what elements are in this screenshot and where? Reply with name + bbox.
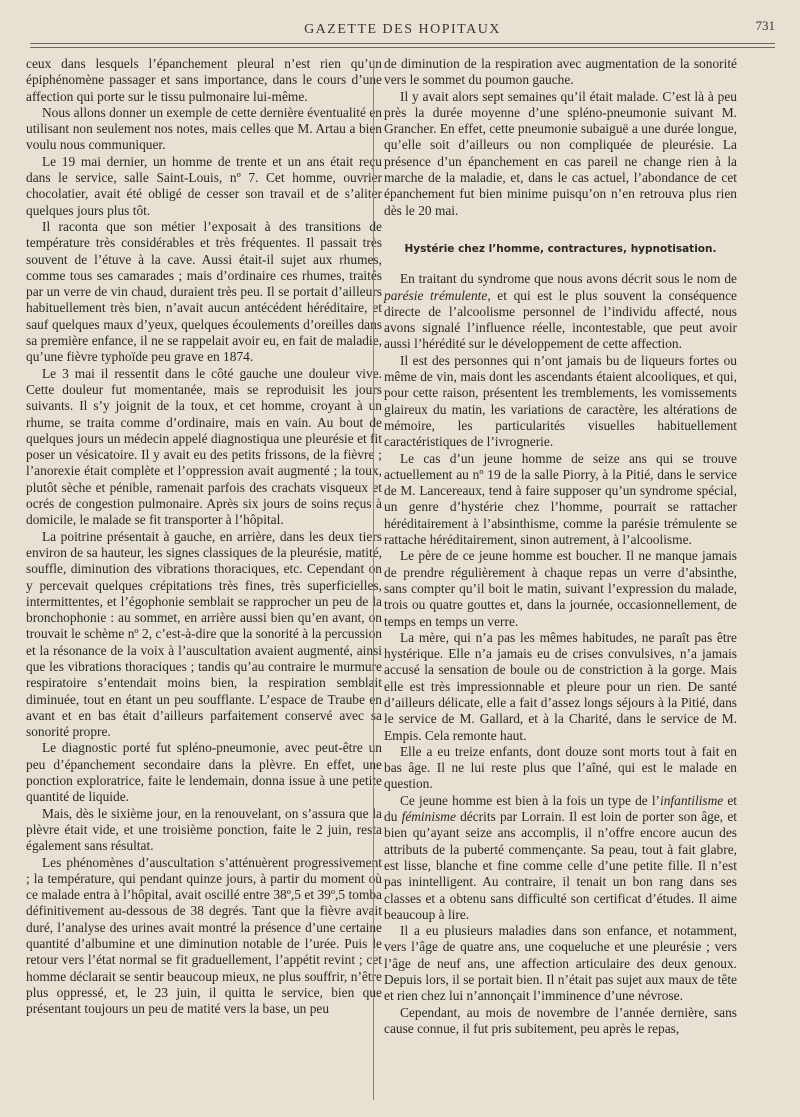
paragraph: Le 19 mai dernier, un homme de trente et un ans était reçu dans le service, salle Saint-Louis, nº 7. Cet homme, ouvrier chocolatier, avait été obligé de cesser son travail et de s’aliter quelques jours plus tôt. [26,153,382,218]
header-rule-double [30,47,775,48]
italic-term: infantilisme [660,792,724,808]
paragraph [384,271,737,352]
paragraph: Il est des personnes qui n’ont jamais bu de liqueurs fortes ou même de vin, mais dont les ascendants étaient alcooliques, et qui, pour cette raison, présentent les tremblements, les vomissements glaireux du matin, les variations de caractère, les altérations de mémoire, les particularités visuelles habituellement caractéristiques de l’ivrognerie. [384,352,737,450]
section-heading: Hystérie chez l’homme, contractures, hypnotisation. [404,242,717,255]
paragraph: Il a eu plusieurs maladies dans son enfance, et notamment, vers l’âge de quatre ans, une coqueluche et une pleurésie ; vers l’âge de neuf ans, une affection articulaire des deux genoux. Depuis lors, il se portait bien. Il n’était pas sujet aux maux de tête et rien chez lui n’annonçait l’imminence d’une névrose. [384,923,737,1004]
text-run: décrits par Lorrain. Il est loin de porter son âge, et bien qu’ayant seize ans accomplis, il n’offre encore aucun des attributs de la puberté commençante. Sa peau, tout à fait glabre, est lisse, blanche et fine comme celle d’une petite fille. Il n’est pas inintelligent. Au contraire, il tenait un bon rang dans ses classes et a obtenu sans difficulté son certificat d’études. Il aime beaucoup à lire. [384,809,737,922]
text-run: Ce jeune homme est bien à la fois un type de l’ [400,792,660,808]
paragraph: Les phénomènes d’auscultation s’atténuèrent progressivement ; la température, qui pendant quinze jours, à partir du moment où ce malade entra à l’hôpital, avait oscillé entre 38º,5 et 39º,5 tomba définitivement au-dessous de 38 degrés. Tant que la fièvre avait duré, l’analyse des urines avait montré la présence d’une certaine quantité d’albumine et une diminution notable de l’urée. Puis le retour vers l’état normal se fit graduellement, l’appétit revint ; cet homme déclarait se sentir beaucoup mieux, ne plus souffrir, n’être plus oppressé, et, le 23 juin, il quitta le service, bien que présentant toujours un peu de matité vers la base, un peu [26,854,382,1017]
paragraph: Il y avait alors sept semaines qu’il était malade. C’est là à peu près la durée moyenne d’une spléno-pneumonie suivant M. Grancher. En effet, cette pneumonie subaiguë a une durée longue, qu’elle soit d’ailleurs ou non compliquée de pleurésie. La présence d’un épanchement en cas pareil ne change rien à la marche de la maladie, et, dans le cas actuel, l’abondance de cet épanchement fut bien minime puisqu’on n’en retrouva plus rien dès le 20 mai. [384,88,737,218]
right-column [384,56,737,1037]
paragraph [384,793,737,923]
text-run: et du [384,792,737,825]
italic-term: féminisme [401,809,456,825]
left-column [26,56,382,1018]
page-number: 731 [755,18,775,33]
paragraph: Le père de ce jeune homme est boucher. Il ne manque jamais de prendre régulièrement à chaque repas un verre d’absinthe, sans compter qu’il boit le matin, suivant l’expression du malade, trois ou quatre gouttes et, dans la journée, occasionnellement, de temps en temps un verre. [384,548,737,629]
italic-term: parésie trémulente [384,287,488,303]
paragraph: Nous allons donner un exemple de cette dernière éventualité en utilisant non seulement nos notes, mais celles que M. Artau a bien voulu nous communiquer. [26,104,382,153]
text-run: , et qui est le plus souvent la conséquence directe de l’alcoolisme personnel de l’individu affecté, nous avons signalé l’influence réelle, incontestable, que peut avoir aussi l’hérédité sur le développement de cette affection. [384,287,737,352]
paragraph: La poitrine présentait à gauche, en arrière, dans les deux tiers environ de sa hauteur, les signes classiques de la pleurésie, matité, souffle, diminution des vibrations thoraciques, etc. Cependant on y percevait quelques crépitations très fines, très superficielles, intermittentes, et l’égophonie semblait se rapprocher un peu de la bronchophonie : au sommet, en arrière aussi bien qu’en avant, on trouvait le schème nº 2, c’est-à-dire que la sonorité à la percussion et la résonance de la voix à l’auscultation avaient augmenté, ainsi que les vibrations thoraciques ; tandis qu’au contraire le murmure respiratoire s’entendait moins bien, la respiration semblait diminuée, tout en étant un peu soufflante. L’espace de Traube en avant et en bas était d’ailleurs parfaitement conservé avec sa sonorité propre. [26,528,382,740]
header-rule [30,43,775,44]
paragraph: de diminution de la respiration avec augmentation de la sonorité vers le sommet du poumon gauche. [384,56,737,88]
paragraph: Elle a eu treize enfants, dont douze sont morts tout à fait en bas âge. Il ne lui reste plus que l’aîné, qui est le malade en question. [384,743,737,792]
paragraph: Le 3 mai il ressentit dans le côté gauche une douleur vive. Cette douleur fut momentanée, mais se reproduisit les jours suivants. Il s’y joignit de la toux, et cet homme, croyant à un rhume, se traita comme d’ordinaire, mais en vain. Au bout de quelques jours un médecin appelé diagnostiqua une pleurésie et fit poser un vésicatoire. Il y avait eu des petits frissons, de la fièvre ; l’anorexie était complète et l’oppression avait augmenté ; la toux, plutôt sèche et pénible, ramenait parfois des crachats visqueux et ocrés de congestion pulmonaire. Après six jours de soins reçus à domicile, le malade se fit transporter à l’hôpital. [26,365,382,528]
column-divider [373,60,374,1100]
running-title: GAZETTE DES HOPITAUX [304,22,501,37]
paragraph: Le diagnostic porté fut spléno-pneumonie, avec peut-être un peu d’épanchement secondaire dans la plèvre. En effet, une ponction exploratrice, faite le lendemain, donna issue à une petite quantité de liquide. [26,740,382,805]
paragraph: La mère, qui n’a pas les mêmes habitudes, ne paraît pas être hystérique. Elle n’a jamais eu de crises convulsives, n’a jamais accusé la sensation de boule ou de constriction à la gorge. Mais elle est très impressionnable et pleure pour un rien. De santé d’ailleurs délicate, elle a fait d’assez longs séjours à la Pitié, dans le service de M. Gallard, et à la Charité, dans le service de M. Empis. Cela remonte haut. [384,629,737,743]
paragraph: Le cas d’un jeune homme de seize ans qui se trouve actuellement au nº 19 de la salle Piorry, à la Pitié, dans le service de M. Lancereaux, tend à faire supposer qu’un syndrome spécial, un genre d’hystérie chez l’homme, pourrait se rattacher héréditairement à l’absinthisme, comme la parésie trémulente se rattache héréditairement, sinon autrement, à l’alcoolisme. [384,450,737,548]
page-header [30,18,775,40]
paragraph: ceux dans lesquels l’épanchement pleural n’est rien qu’un épiphénomène passager et sans importance, dans le cours d’une affection qui porte sur le tissu pulmonaire lui-même. [26,56,382,104]
paragraph: Il raconta que son métier l’exposait à des transitions de température très considérables et très fréquentes. Il passait très souvent de l’étuve à la cave. Aussi était-il sujet aux rhumes, comme tous ses camarades ; mais d’ordinaire ces rhumes, traités par un verre de vin chaud, duraient très peu. Il se portait d’ailleurs habituellement très bien, n’avait aucun antécédent héréditaire, et sauf quelques maux d’yeux, quelques écoulements d’oreilles dans sa première enfance, il ne se rappelait avoir eu, en fait de maladie, qu’une fièvre typhoïde peu grave en 1874. [26,218,382,365]
text-run: En traitant du syndrome que nous avons décrit sous le nom de [400,271,737,287]
paragraph: Cependant, au mois de novembre de l’année dernière, sans cause connue, il fut pris subitement, peu après le repas, [384,1004,737,1036]
paragraph: Mais, dès le sixième jour, en la renouvelant, on s’assura que la plèvre était vide, et une troisième ponction, faite le 2 juin, resta également sans résultat. [26,805,382,854]
